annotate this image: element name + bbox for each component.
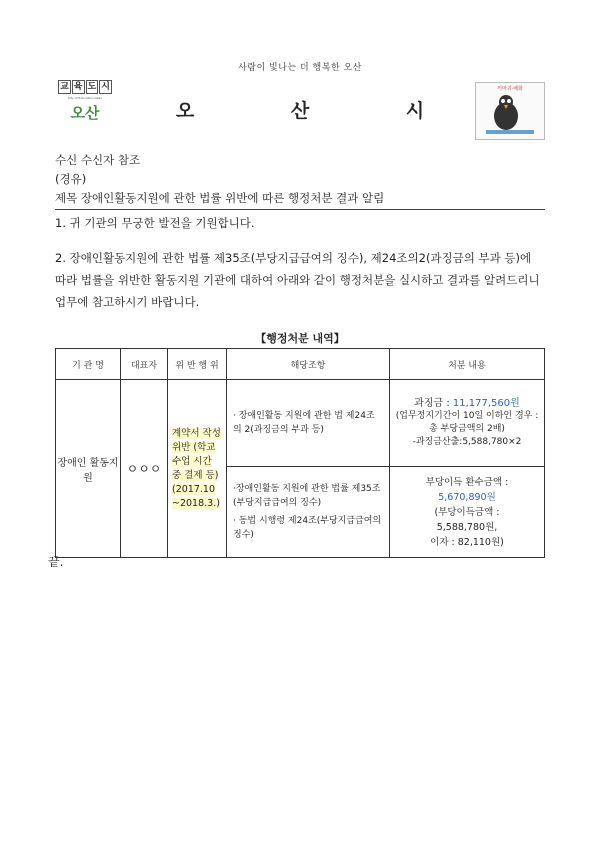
logo-char: 도 — [87, 82, 97, 92]
table-caption: 【행정처분 내역】 — [255, 332, 345, 345]
refund-label: 부당이득 환수금액 : — [425, 476, 509, 488]
disposition-table — [55, 348, 545, 558]
cell-clause-1: · 장애인활동 지원에 관한 법 제24조의 2(과징금의 부과 등) — [227, 380, 390, 467]
logo-char: 교 — [60, 82, 69, 92]
refund-detail-2: 5,588,780원, — [436, 521, 498, 533]
paragraph-2: 2. 장애인활동지원에 관한 법률 제35조(부당지급급여의 징수), 제24조의2(과징금의 부과 등)에 따라 법률을 위반한 활동지원 기관에 대하여 아래와 같이 행정처분을 실시하고 결과를 알려드리니 업무에 참고하시기 바랍니다. — [55, 251, 540, 309]
paragraph-1: 1. 귀 기관의 무궁한 발전을 기원합니다. — [55, 216, 255, 230]
slogan: 사람이 빛나는 더 행복한 오산 — [238, 63, 362, 73]
clause-2a: ·장애인활동 지원에 관한 법률 제35조 (부당지급급여의 징수) — [233, 484, 381, 508]
recipient: 수신 수신자 참조 — [55, 153, 141, 167]
cell-clause-2 — [227, 467, 390, 558]
penalty-note: (업무정지기간이 10일 이하인 경우 : 총 부당금액의 2배) — [395, 411, 539, 434]
header-disposition: 처분 내용 — [390, 349, 545, 380]
header-violation: 위 반 행 위 — [168, 349, 227, 380]
penalty-amount: 11,177,560원 — [452, 398, 520, 409]
refund-amount: 5,670,890원 — [438, 491, 496, 503]
organization-name: 오 산 시 — [175, 100, 470, 122]
cell-penalty — [390, 380, 545, 467]
subject: 제목 장애인활동지원에 관한 법률 위반에 따른 행정처분 결과 알림 — [55, 190, 545, 210]
logo-subtitle: City of Education Osan — [67, 96, 103, 100]
via: (경유) — [55, 172, 87, 186]
mascot-caption: 꺼마귀·배화 — [497, 86, 523, 92]
logo-char: 시 — [101, 82, 110, 92]
refund-detail-3: 이자 : 82,110원) — [430, 536, 504, 548]
violation-text: 계약서 작성 위반 (학교수업 시간 중 결제 등) (2017.10 ~2018.3.) — [172, 427, 221, 509]
refund-detail-1: (부당이득금액 : — [434, 506, 500, 518]
end-mark: 끝. — [48, 555, 64, 569]
logo-char: 육 — [73, 82, 83, 92]
cell-rep: ㅇㅇㅇ — [121, 380, 168, 558]
header-clause: 해당조항 — [227, 349, 390, 380]
mascot-image — [475, 82, 545, 140]
crow-icon — [476, 92, 542, 136]
cell-violation — [168, 380, 227, 558]
header-org: 기 관 명 — [56, 349, 121, 380]
cell-refund — [390, 467, 545, 558]
logo-osan: 오산 — [70, 104, 100, 122]
cell-org: 장애인 활동지원 — [56, 380, 121, 558]
penalty-label: 과징금 : — [414, 398, 453, 409]
clause-2b: · 동법 시행령 제24조(부당지급급여의 징수) — [233, 516, 382, 540]
penalty-calc: -과징금산출:5,588,780×2 — [412, 437, 522, 447]
header-rep: 대표자 — [121, 349, 168, 380]
